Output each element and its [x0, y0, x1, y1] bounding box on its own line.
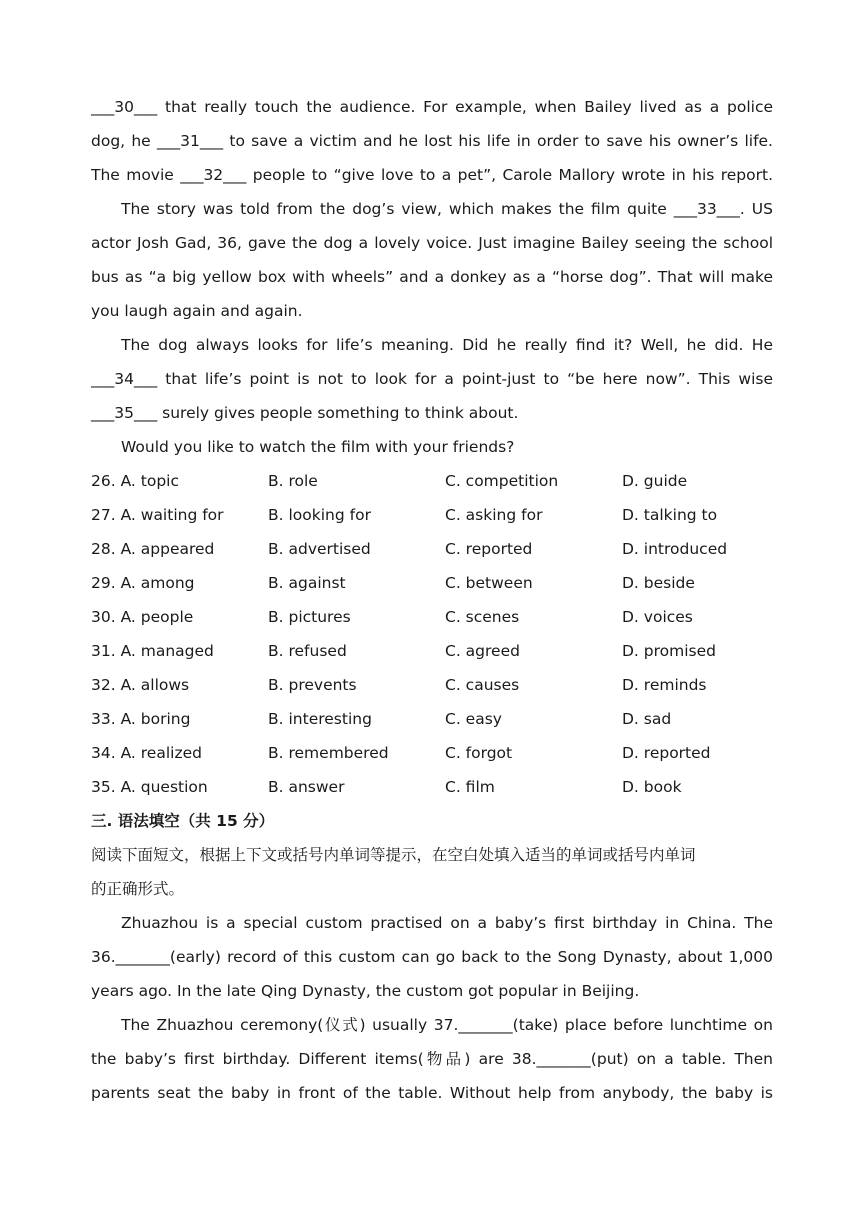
option-cell: B. answer — [268, 778, 345, 796]
grammar-passage — [91, 906, 773, 1110]
option-row — [91, 566, 773, 600]
option-row — [91, 532, 773, 566]
passage-line: ___30___ that really touch the audience. For example, when Bailey lived as a police — [91, 98, 773, 116]
option-cell: 30. A. people — [91, 608, 194, 626]
option-cell: C. agreed — [445, 642, 520, 660]
option-row — [91, 702, 773, 736]
option-cell: C. forgot — [445, 744, 513, 762]
option-cell: D. introduced — [622, 540, 728, 558]
section-title: 三. 语法填空（共 15 分） — [91, 812, 275, 830]
passage-line: ___35___ surely gives people something to think about. — [91, 404, 519, 422]
option-cell: C. easy — [445, 710, 502, 728]
passage-line: you laugh again and again. — [91, 302, 303, 320]
option-cell: C. between — [445, 574, 533, 592]
passage-line: The story was told from the dog’s view, which makes the film quite ___33___. US — [121, 200, 773, 218]
passage-line: Zhuazhou is a special custom practised on a baby’s first birthday in China. The — [121, 914, 773, 932]
option-cell: C. scenes — [445, 608, 520, 626]
option-cell: C. causes — [445, 676, 520, 694]
option-cell: D. voices — [622, 608, 693, 626]
passage-line: years ago. In the late Qing Dynasty, the custom got popular in Beijing. — [91, 982, 640, 1000]
option-cell: B. role — [268, 472, 318, 490]
option-cell: D. guide — [622, 472, 688, 490]
reading-passage — [91, 90, 773, 464]
option-row — [91, 498, 773, 532]
option-cell: B. prevents — [268, 676, 357, 694]
options-table — [91, 464, 773, 804]
option-cell: D. beside — [622, 574, 695, 592]
option-cell: 26. A. topic — [91, 472, 179, 490]
option-cell: D. promised — [622, 642, 716, 660]
option-cell: B. remembered — [268, 744, 389, 762]
option-cell: B. pictures — [268, 608, 351, 626]
option-row — [91, 634, 773, 668]
instruction-line: 的正确形式。 — [91, 880, 185, 898]
option-cell: B. advertised — [268, 540, 371, 558]
option-cell: D. book — [622, 778, 682, 796]
option-cell: 29. A. among — [91, 574, 195, 592]
passage-line: The movie ___32___ people to “give love to a pet”, Carole Mallory wrote in his report. — [91, 166, 773, 184]
option-row — [91, 668, 773, 702]
option-row — [91, 770, 773, 804]
option-cell: C. competition — [445, 472, 559, 490]
option-cell: C. reported — [445, 540, 533, 558]
passage-line: bus as “a big yellow box with wheels” and a donkey as a “horse dog”. That will make — [91, 268, 773, 286]
passage-line: The dog always looks for life’s meaning. Did he really find it? Well, he did. He — [121, 336, 773, 354]
option-row — [91, 736, 773, 770]
option-cell: 31. A. managed — [91, 642, 214, 660]
passage-line: actor Josh Gad, 36, gave the dog a lovely voice. Just imagine Bailey seeing the school — [91, 234, 773, 252]
option-row — [91, 600, 773, 634]
option-cell: 28. A. appeared — [91, 540, 215, 558]
passage-line: 36._______(early) record of this custom can go back to the Song Dynasty, about 1,000 — [91, 948, 773, 966]
option-cell: C. film — [445, 778, 495, 796]
option-cell: D. reminds — [622, 676, 707, 694]
passage-line: Would you like to watch the film with your friends? — [121, 438, 515, 456]
option-cell: 27. A. waiting for — [91, 506, 224, 524]
passage-line: ___34___ that life’s point is not to look for a point-just to “be here now”. This wise — [91, 370, 773, 388]
option-cell: 32. A. allows — [91, 676, 190, 694]
passage-line: The Zhuazhou ceremony(仪式) usually 37._______(take) place before lunchtime on — [121, 1016, 773, 1034]
instruction-line: 阅读下面短文，根据上下文或括号内单词等提示，在空白处填入适当的单词或括号内单词 — [91, 846, 696, 864]
option-cell: B. interesting — [268, 710, 372, 728]
option-row — [91, 464, 773, 498]
option-cell: D. sad — [622, 710, 672, 728]
option-cell: C. asking for — [445, 506, 543, 524]
option-cell: D. talking to — [622, 506, 718, 524]
option-cell: B. refused — [268, 642, 347, 660]
option-cell: 33. A. boring — [91, 710, 191, 728]
option-cell: B. against — [268, 574, 346, 592]
passage-line: dog, he ___31___ to save a victim and he lost his life in order to save his owner’s life. — [91, 132, 773, 150]
option-cell: 34. A. realized — [91, 744, 202, 762]
option-cell: B. looking for — [268, 506, 371, 524]
option-cell: D. reported — [622, 744, 711, 762]
passage-line: the baby’s first birthday. Different items(物品) are 38._______(put) on a table. Then — [91, 1050, 773, 1068]
document-page — [91, 90, 773, 1110]
passage-line: parents seat the baby in front of the table. Without help from anybody, the baby is — [91, 1084, 773, 1102]
option-cell: 35. A. question — [91, 778, 208, 796]
section-instructions — [91, 838, 773, 906]
